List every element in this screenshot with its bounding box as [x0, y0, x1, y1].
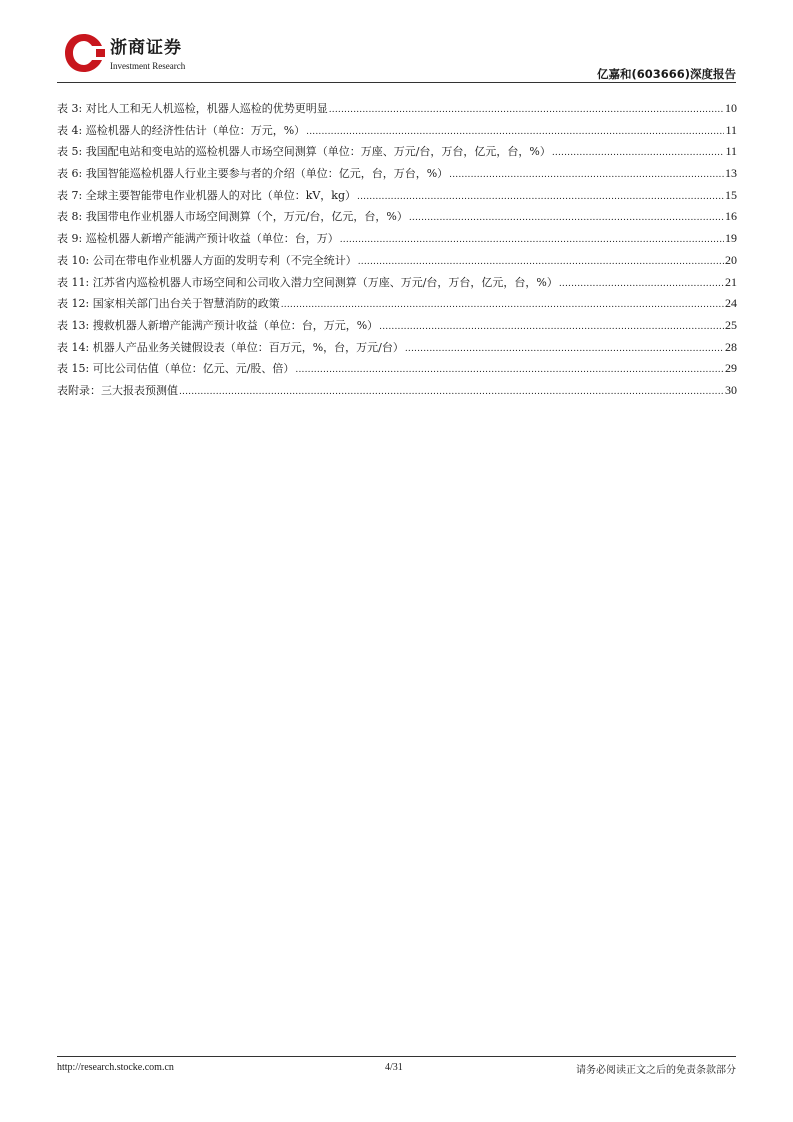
- toc-leader-dots: [357, 185, 724, 207]
- toc-entry-page: 10: [725, 101, 737, 115]
- toc-entry-label: 表 7: 全球主要智能带电作业机器人的对比（单位：kV，kg）: [57, 188, 357, 202]
- toc-entry-page: 15: [725, 187, 737, 202]
- disclaimer-note: 请务必阅读正文之后的免责条款部分: [576, 1065, 736, 1076]
- brand-name-cn: 浙商证券: [110, 38, 182, 58]
- toc-entry[interactable]: [57, 358, 737, 380]
- toc-entry-label: 表 4: 巡检机器人的经济性估计（单位：万元，%）: [57, 123, 306, 137]
- toc-leader-dots: [358, 250, 724, 272]
- toc-entry-page: 16: [725, 209, 737, 224]
- toc-entry-page: 11: [725, 144, 737, 159]
- toc-entry[interactable]: [57, 163, 737, 185]
- toc-entry-page: 21: [725, 274, 737, 289]
- toc-entry-page: 24: [725, 296, 737, 311]
- toc-entry-page: 25: [725, 317, 737, 332]
- toc-leader-dots: [552, 141, 725, 163]
- toc-entry[interactable]: [57, 98, 737, 120]
- report-title: 亿嘉和(603666)深度报告: [596, 67, 736, 81]
- toc-entry[interactable]: [57, 120, 737, 142]
- toc-leader-dots: [379, 315, 724, 337]
- toc-entry-label: 表 6: 我国智能巡检机器人行业主要参与者的介绍（单位：亿元，台，万台，%）: [57, 167, 449, 181]
- toc-entry-page: 28: [725, 339, 737, 354]
- toc-entry[interactable]: [57, 250, 737, 272]
- toc-leader-dots: [559, 272, 724, 294]
- toc-entry-label: 表 11: 江苏省内巡检机器人市场空间和公司收入潜力空间测算（万座、万元/台，万台，亿元，台，%）: [57, 275, 558, 289]
- toc-entry-page: 13: [725, 166, 737, 181]
- toc-entry-label: 表 5: 我国配电站和变电站的巡检机器人市场空间测算（单位：万座、万元/台，万台，亿元，台，%）: [57, 145, 551, 159]
- zheshang-securities-logo-icon: [62, 32, 106, 74]
- toc-entry[interactable]: [57, 337, 737, 359]
- toc-entry-page: 11: [725, 122, 737, 137]
- toc-entry[interactable]: [57, 293, 737, 315]
- toc-leader-dots: [295, 358, 724, 380]
- toc-leader-dots: [340, 228, 724, 250]
- toc-entry-label: 表附录：三大报表预测值: [57, 383, 178, 397]
- toc-entry[interactable]: [57, 380, 737, 402]
- toc-leader-dots: [306, 120, 724, 142]
- toc-entry-label: 表 13: 搜救机器人新增产能满产预计收益（单位：台，万元，%）: [57, 318, 379, 332]
- toc-entry-label: 表 12: 国家相关部门出台关于智慧消防的政策: [57, 297, 280, 311]
- table-of-contents: [57, 98, 737, 402]
- toc-leader-dots: [409, 206, 724, 228]
- toc-entry[interactable]: [57, 206, 737, 228]
- toc-entry-page: 20: [725, 252, 737, 267]
- toc-entry-label: 表 3: 对比人工和无人机巡检，机器人巡检的优势更明显: [57, 102, 328, 115]
- toc-entry[interactable]: [57, 141, 737, 163]
- toc-entry-label: 表 9: 巡检机器人新增产能满产预计收益（单位：台，万）: [57, 232, 339, 246]
- page-number: 4/31: [385, 1062, 403, 1073]
- toc-leader-dots: [405, 337, 724, 359]
- toc-leader-dots: [281, 293, 724, 315]
- header-divider: [57, 82, 736, 83]
- toc-entry-label: 表 10: 公司在带电作业机器人方面的发明专利（不完全统计）: [57, 253, 357, 267]
- footer-url-link[interactable]: http://research.stocke.com.cn: [57, 1062, 174, 1073]
- footer-divider: [57, 1056, 736, 1057]
- toc-leader-dots: [329, 98, 724, 120]
- toc-entry-label: 表 8: 我国带电作业机器人市场空间测算（个，万元/台，亿元，台，%）: [57, 210, 408, 224]
- toc-entry-label: 表 15: 可比公司估值（单位：亿元、元/股、倍）: [57, 362, 295, 376]
- toc-entry-page: 30: [725, 382, 737, 397]
- toc-entry[interactable]: [57, 228, 737, 250]
- toc-entry-page: 19: [725, 231, 737, 246]
- toc-leader-dots: [179, 380, 724, 402]
- toc-entry-page: 29: [725, 361, 737, 376]
- toc-leader-dots: [449, 163, 724, 185]
- toc-entry-label: 表 14: 机器人产品业务关键假设表（单位：百万元，%，台，万元/台）: [57, 340, 404, 354]
- toc-entry[interactable]: [57, 185, 737, 207]
- toc-entry[interactable]: [57, 315, 737, 337]
- brand-name-en: Investment Research: [110, 61, 186, 71]
- toc-entry[interactable]: [57, 272, 737, 294]
